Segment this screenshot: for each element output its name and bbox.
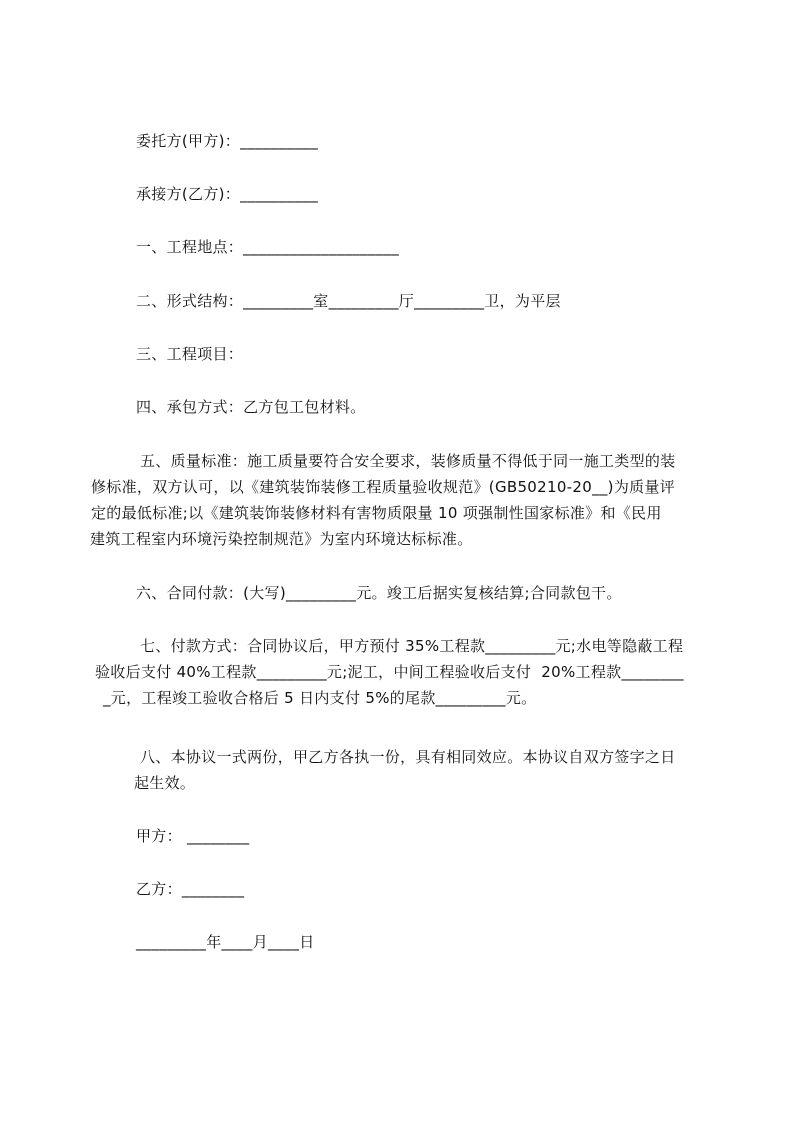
- quality-line-1: 五、质量标准：施工质量要符合安全要求，装修质量不得低于同一施工类型的装: [140, 452, 676, 470]
- payment-line-1: 七、付款方式：合同协议后，甲方预付 35%工程款_________元;水电等隐蔽工程: [140, 637, 684, 655]
- quality-line-4: 建筑工程室内环境污染控制规范》为室内环境达标标准。: [90, 530, 473, 548]
- structure-line: 二、形式结构：_________室_________厅_________卫，为平层: [136, 292, 561, 310]
- copies-clause: [90, 744, 676, 796]
- client-line: 委托方(甲方)：__________: [136, 132, 319, 150]
- contractor-line: 承接方(乙方)：__________: [136, 185, 319, 203]
- payment-clause: [94, 633, 684, 711]
- copies-line-2: 起生效。: [134, 774, 196, 792]
- location-line: 一、工程地点：____________________: [136, 238, 400, 256]
- party-b-signature: 乙方：________: [136, 880, 245, 898]
- price-line: 六、合同付款：(大写)_________元。竣工后据实复核结算;合同款包干。: [136, 584, 622, 602]
- payment-line-2: 验收后支付 40%工程款_________元;泥工，中间工程验收后支付 20%工程款________: [95, 663, 684, 681]
- signing-date: _________年____月____日: [136, 933, 315, 951]
- items-line: 三、工程项目：: [136, 345, 244, 363]
- payment-line-3: _元，工程竣工验收合格后 5 日内支付 5%的尾款_________元。: [103, 689, 537, 707]
- quality-clause: [90, 448, 676, 552]
- copies-line-1: 八、本协议一式两份，甲乙方各执一份，具有相同效应。本协议自双方签字之日: [140, 748, 676, 766]
- method-line: 四、承包方式：乙方包工包材料。: [136, 398, 366, 416]
- party-a-signature: 甲方： ________: [136, 827, 250, 845]
- quality-line-2: 修标准，双方认可，以《建筑装饰装修工程质量验收规范》(GB50210-20__)为质量评: [91, 478, 676, 496]
- quality-line-3: 定的最低标准;以《建筑装饰装修材料有害物质限量 10 项强制性国家标准》和《民用: [91, 504, 662, 522]
